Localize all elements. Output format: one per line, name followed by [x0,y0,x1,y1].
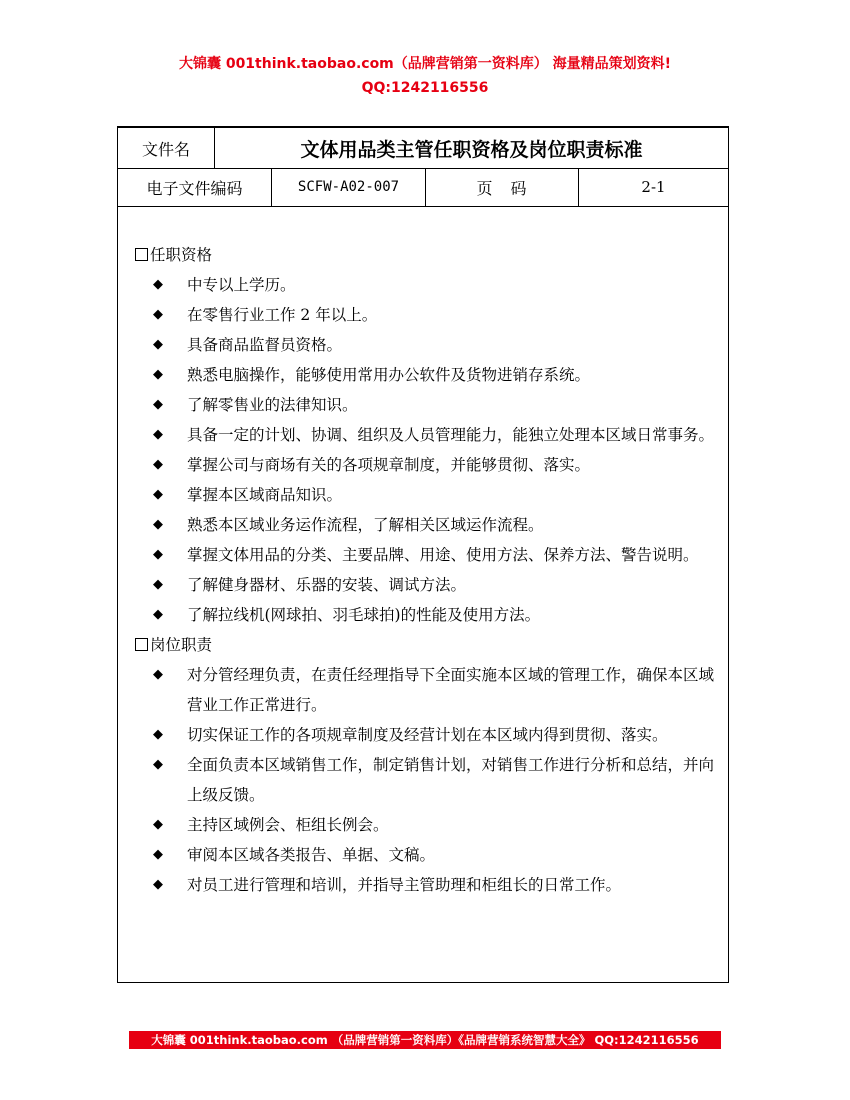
list-item-text: 对分管经理负责，在责任经理指导下全面实施本区域的管理工作，确保本区域营业工作正常进行。 [187,666,715,714]
diamond-bullet-icon: ◆ [153,727,163,742]
list-item [118,270,728,300]
diamond-bullet-icon: ◆ [153,517,163,532]
list-item-text: 主持区域例会、柜组长例会。 [187,816,389,834]
list-item [118,570,728,600]
diamond-bullet-icon: ◆ [153,307,163,322]
list-item [118,300,728,330]
list-item-text: 掌握公司与商场有关的各项规章制度，并能够贯彻、落实。 [187,456,591,474]
list-item [118,660,728,720]
checkbox-square-icon [135,248,148,261]
list-item [118,600,728,630]
list-item [118,510,728,540]
diamond-bullet-icon: ◆ [153,757,163,772]
list-item [118,870,728,900]
diamond-bullet-icon: ◆ [153,547,163,562]
list-item [118,540,728,570]
header-line-1: 大锦囊 001think.taobao.com（品牌营销第一资料库） 海量精品策划资料! [178,56,672,72]
meta-row [118,168,728,207]
list-item [118,480,728,510]
diamond-bullet-icon: ◆ [153,457,163,472]
diamond-bullet-icon: ◆ [153,877,163,892]
list-item [118,720,728,750]
title-row [118,128,728,169]
header-qq: QQ:1242116556 [361,80,489,96]
list-item-text: 具备一定的计划、协调、组织及人员管理能力，能独立处理本区域日常事务。 [187,426,715,444]
list-item-text: 中专以上学历。 [187,276,296,294]
list-item [118,750,728,810]
diamond-bullet-icon: ◆ [153,667,163,682]
list-item [118,330,728,360]
list-item-text: 全面负责本区域销售工作，制定销售计划，对销售工作进行分析和总结，并向上级反馈。 [187,756,715,804]
list-item-text: 了解拉线机(网球拍、羽毛球拍)的性能及使用方法。 [187,606,541,624]
list-item [118,810,728,840]
list-item-text: 掌握本区域商品知识。 [187,486,343,504]
qualifications-list [118,270,728,630]
diamond-bullet-icon: ◆ [153,607,163,622]
diamond-bullet-icon: ◆ [153,427,163,442]
list-item [118,420,728,450]
page-value: 2-1 [641,178,666,196]
code-label: 电子文件编码 [118,168,272,206]
list-item [118,360,728,390]
diamond-bullet-icon: ◆ [153,337,163,352]
list-item-text: 审阅本区域各类报告、单据、文稿。 [187,846,436,864]
list-item-text: 了解健身器材、乐器的安装、调试方法。 [187,576,467,594]
diamond-bullet-icon: ◆ [153,367,163,382]
document-sheet [117,127,729,983]
section-title-text: 任职资格 [150,246,213,264]
code-value: SCFW-A02-007 [272,168,426,206]
page-label: 页 码 [426,168,579,206]
duties-list [118,660,728,900]
section-qualifications-title [118,240,728,270]
footer-banner: 大锦囊 001think.taobao.com （品牌营销第一资料库）《品牌营销系统智慧大全》 QQ:1242116556 [129,1031,721,1049]
list-item-text: 熟悉本区域业务运作流程，了解相关区域运作流程。 [187,516,544,534]
header-banner [0,52,850,100]
list-item-text: 了解零售业的法律知识。 [187,396,358,414]
section-title-text: 岗位职责 [150,636,213,654]
doc-title: 文体用品类主管任职资格及岗位职责标准 [300,138,643,161]
list-item [118,390,728,420]
list-item-text: 在零售行业工作 2 年以上。 [187,306,378,324]
diamond-bullet-icon: ◆ [153,577,163,592]
diamond-bullet-icon: ◆ [153,487,163,502]
diamond-bullet-icon: ◆ [153,397,163,412]
list-item-text: 切实保证工作的各项规章制度及经营计划在本区域内得到贯彻、落实。 [187,726,668,744]
content-body [118,240,728,900]
list-item-text: 掌握文体用品的分类、主要品牌、用途、使用方法、保养方法、警告说明。 [187,546,699,564]
checkbox-square-icon [135,638,148,651]
diamond-bullet-icon: ◆ [153,847,163,862]
section-duties-title [118,630,728,660]
diamond-bullet-icon: ◆ [153,277,163,292]
doc-name-label: 文件名 [118,128,215,168]
list-item-text: 对员工进行管理和培训，并指导主管助理和柜组长的日常工作。 [187,876,622,894]
list-item-text: 熟悉电脑操作，能够使用常用办公软件及货物进销存系统。 [187,366,591,384]
list-item [118,450,728,480]
list-item [118,840,728,870]
diamond-bullet-icon: ◆ [153,817,163,832]
list-item-text: 具备商品监督员资格。 [187,336,343,354]
